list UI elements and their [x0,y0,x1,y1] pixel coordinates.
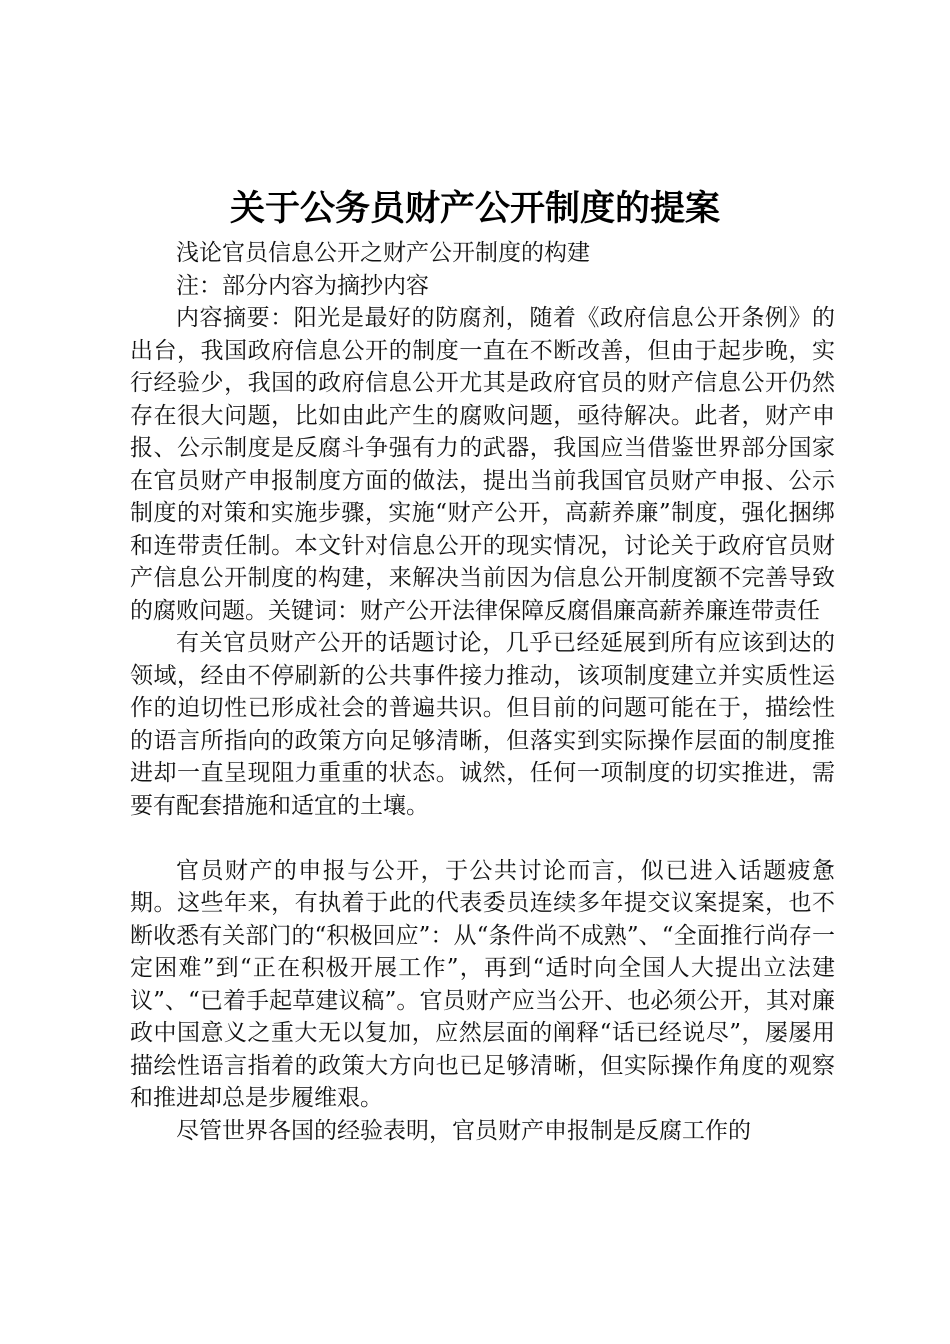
body-paragraph: 有关官员财产公开的话题讨论，几乎已经延展到所有应该到达的领域，经由不停刷新的公共事件接力推动，该项制度建立并实质性运作的迫切性已形成社会的普遍共识。但目前的问题可能在于，描绘性的语言所指向的政策方向足够清晰，但落实到实际操作层面的制度推进却一直呈现阻力重重的状态。诚然，任何一项制度的切实推进，需要有配套措施和适宜的土壤。 [130,630,835,819]
body-paragraph: 尽管世界各国的经验表明，官员财产申报制是反腐工作的 [176,1117,751,1144]
document-title: 关于公务员财产公开制度的提案 [229,189,720,229]
document-note: 注：部分内容为摘抄内容 [176,272,429,299]
body-paragraph: 官员财产的申报与公开，于公共讨论而言，似已进入话题疲惫期。这些年来，有执着于此的代表委员连续多年提交议案提案，也不断收悉有关部门的“积极回应”：从“条件尚不成熟”、“全面推行尚存一定困难”到“正在积极开展工作”，再到“适时向全国人大提出立法建议”、“已着手起草建议稿”。官员财产应当公开、也必须公开，其对廉政中国意义之重大无以复加，应然层面的阐释“话已经说尽”，屡屡用描绘性语言指着的政策大方向也已足够清晰，但实际操作角度的观察和推进却总是步履维艰。 [130,857,835,1111]
document-body [130,237,835,1147]
document-subtitle: 浅论官员信息公开之财产公开制度的构建 [176,240,590,266]
abstract-paragraph: 内容摘要：阳光是最好的防腐剂，随着《政府信息公开条例》的出台，我国政府信息公开的制度一直在不断改善，但由于起步晚，实行经验少，我国的政府信息公开尤其是政府官员的财产信息公开仍然存在很大问题，比如由此产生的腐败问题，亟待解决。此者，财产申报、公示制度是反腐斗争强有力的武器，我国应当借鉴世界部分国家在官员财产申报制度方面的做法，提出当前我国官员财产申报、公示制度的对策和实施步骤，实施“财产公开，高薪养廉”制度，强化捆绑和连带责任制。本文针对信息公开的现实情况，讨论关于政府官员财产信息公开制度的构建，来解决当前因为信息公开制度额不完善导致的腐败问题。关键词：财产公开法律保障反腐倡廉高薪养廉连带责任 [130,305,835,624]
